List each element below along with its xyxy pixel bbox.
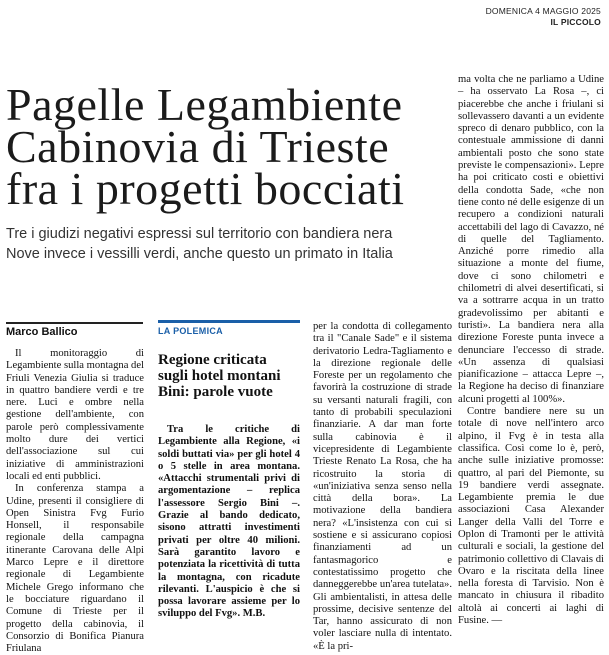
paragraph: per la condotta di collegamento tra il "Canale Sade" e il sistema derivatorio Ledra-Tagliamento e la direzione regionale delle Foreste per un regolamento che favorirà la costruzione di strade su versanti naturali fragili, con tanto di probabili speculazioni finanziarie. A dar man forte sulla cabinovia è il vicepresidente di Legambiente Trieste Renato La Rosa, che ha ricostruito la storia di «un'iniziativa senza senso nella città della bora». La motivazione della bandiera nera? «L'insistenza con cui si sostiene e si assicurano copiosi finanziamenti ad un fantasmagorico e contestatissimo progetto che danneggerebbe un'area tutelata». Gli ambientalisti, in attesa delle prossime, decisive sentenze del Tar, hanno assicurato di non voler lasciare nulla di intentato. «È la pri- (313, 321, 452, 652)
paragraph: ma volta che ne parliamo a Udine – ha osservato La Rosa –, ci piacerebbe che anche i friulani si sollevassero davanti a un evidente spreco di denaro pubblico, con la contestuale ammissione di danni ambientali posto che sono state previste le compensazioni». Lepre ha poi criticato costi e obiettivi della condotta Sade, «che non tiene conto né delle esigenze di un recupero a condizioni naturali accettabili del lago di Cavazzo, né di quelle del Tagliamento. Anziché porre rimedio alla situazione a monte del fiume, dove ci sono chilometri e chilometri di alvei desertificati, si va a sottrarre acqua in un tratto gradevolissimo per abitanti e turisti». La bandiera nera alla direzione Foreste punta invece a denunciare l'eccesso di strade. «Un assenza di qualsiasi pianificazione – attacca Lepre –, la Regione ha deciso di finanziare alcuni progetti al 100%». (458, 74, 604, 405)
sidebar-signature: M.B. (242, 608, 266, 620)
sidebar-kicker: LA POLEMICA (158, 320, 300, 336)
headline-line-3: fra i progetti bocciati (6, 163, 405, 214)
paragraph: Contre bandiere nere su un totale di nove nell'intero arco alpino, il Fvg è in testa alla classifica. Così come lo è, però, anche sulle iniziative promosse: quattro, al pari del Piemonte, su 19 bandiere verdi assegnate. Legambiente premia le due associazioni Casa Alexander Langer della Valli del Torre e Oplon di Tramonti per le attività culturali e sociali, la gestione del patrimonio collettivo di Clavais di Ovaro e la riscitata della linee nella foresta di Tarvisio. Non è mancato in chiusura il ribadito altolà ai concerti ai laghi di Fusine. — (458, 406, 604, 627)
article-column-4 (458, 74, 604, 627)
paragraph: Il monitoraggio di Legambiente sulla montagna del Friuli Venezia Giulia si traduce in quattro bandiere verdi e tre nere. Luci e ombre nella gestione dell'ambiente, con parole però complessivamente molto dure dei vertici dell'associazione sul cui iniziative di amministrazioni locali ed enti pubblici. (6, 348, 144, 482)
sidebar-title: Regione criticata sugli hotel montani Bini: parole vuote (158, 352, 281, 400)
subheadline-line-2: Nove invece i vessilli verdi, anche questo un primato in Italia (6, 246, 393, 262)
headline-line-1: Pagelle Legambiente (6, 79, 403, 130)
headline (6, 79, 426, 214)
issue-date: DOMENICA 4 MAGGIO 2025 (485, 6, 601, 16)
subheadline (6, 224, 451, 264)
article-column-1 (6, 348, 144, 655)
dateline (486, 6, 601, 28)
sidebar-box (158, 320, 300, 621)
newspaper-name: IL PICCOLO (550, 17, 601, 27)
subheadline-line-1: Tre i giudizi negativi espressi sul territorio con bandiera nera (6, 226, 393, 242)
sidebar-text: Tra le critiche di Legambiente alla Regione, «i soldi buttati via» per gli hotel 4 o 5 stelle in area montana. «Attacchi strumentali privi di argomentazione – replica l'assessore Sergio Bini –. Grazie al bando dedicato, sisono attratti investimenti privati per oltre 40 milioni. Sarà garantito lavoro e potenziata la ricettività di tutta la montagna, con ricadute rilevanti. L'auspicio è che si possa lavorare assieme per lo sviluppo del Fvg». (158, 424, 300, 620)
byline: Marco Ballico (6, 322, 143, 338)
headline-line-2: Cabinovia di Trieste (6, 121, 390, 172)
article-column-3 (313, 321, 452, 653)
sidebar-body (158, 424, 300, 621)
paragraph: In conferenza stampa a Udine, presenti il consigliere di Open Sinistra Fvg Furio Honsell, il responsabile regionale della campagna itinerante Carovana delle Alpi Marco Lepre e il direttore regionale di Legambiente Michele Grego informano che le bocciature riguardano il Comune di Trieste per il progetto della cabinovia, il Consorzio di Bonifica Pianura Friulana (6, 483, 144, 655)
